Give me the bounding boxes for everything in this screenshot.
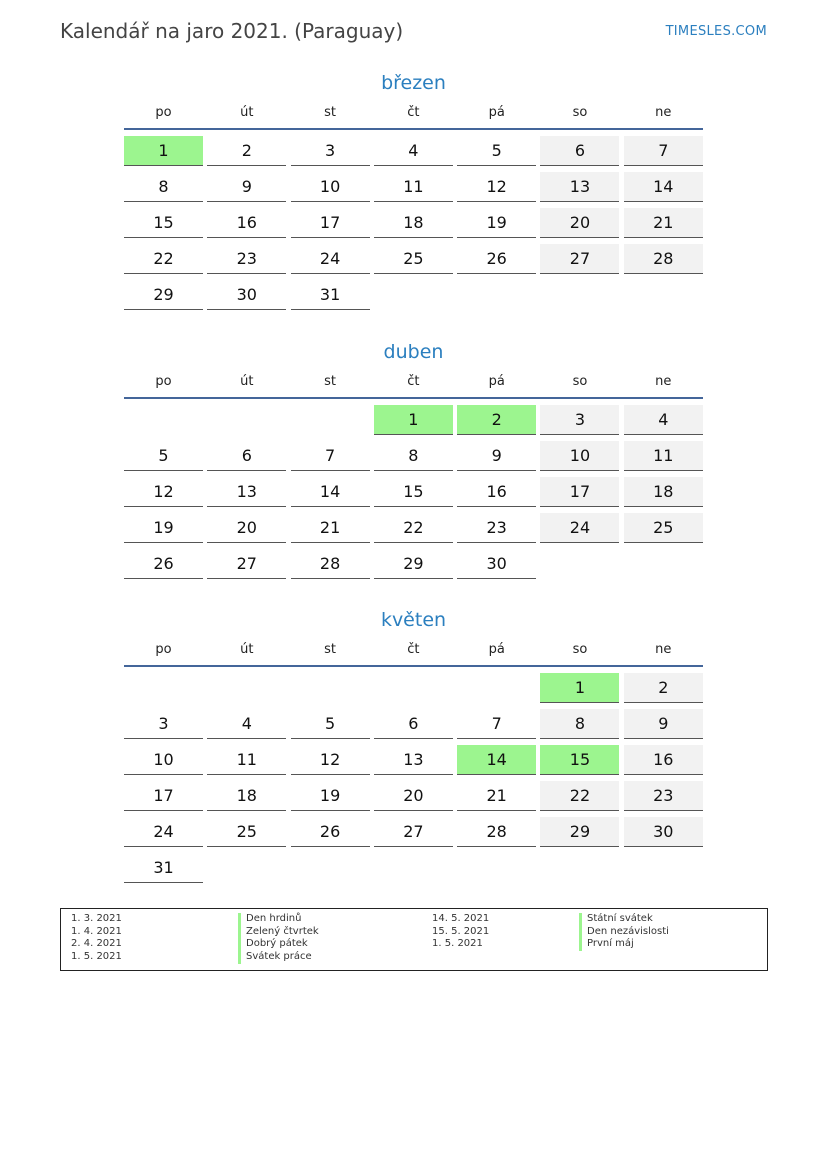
day-cell[interactable]: 18 (624, 477, 703, 507)
empty-day-cell (291, 673, 370, 703)
month-name: březen (381, 72, 446, 94)
day-cell[interactable]: 26 (124, 549, 203, 579)
page-title: Kalendář na jaro 2021. (Paraguay) (60, 19, 404, 43)
empty-day-cell (624, 853, 703, 883)
day-cell[interactable]: 2 (207, 136, 286, 166)
day-cell[interactable]: 5 (124, 441, 203, 471)
day-cell[interactable]: 12 (124, 477, 203, 507)
day-cell[interactable]: 20 (207, 513, 286, 543)
week-row (124, 671, 703, 707)
day-cell[interactable]: 6 (207, 441, 286, 471)
day-cell[interactable]: 16 (207, 208, 286, 238)
empty-day-cell (540, 549, 619, 579)
day-cell[interactable]: 9 (624, 709, 703, 739)
day-cell[interactable]: 14 (291, 477, 370, 507)
day-cell[interactable]: 9 (457, 441, 536, 471)
legend-name: Dobrý pátek (238, 938, 319, 951)
day-cell[interactable]: 5 (457, 136, 536, 166)
day-cell[interactable]: 10 (540, 441, 619, 471)
day-cell[interactable]: 7 (291, 441, 370, 471)
weekday-label: st (324, 642, 337, 657)
day-cell[interactable]: 27 (207, 549, 286, 579)
day-cell[interactable]: 30 (624, 817, 703, 847)
weekday-label: čt (407, 642, 420, 657)
day-cell[interactable]: 11 (624, 441, 703, 471)
day-cell[interactable]: 2 (624, 673, 703, 703)
day-cell[interactable]: 17 (291, 208, 370, 238)
day-cell[interactable]: 20 (540, 208, 619, 238)
week-row (124, 278, 703, 314)
weekday-header (124, 98, 703, 130)
day-cell[interactable]: 17 (124, 781, 203, 811)
day-cell[interactable]: 4 (207, 709, 286, 739)
day-cell[interactable]: 3 (124, 709, 203, 739)
week-row (124, 475, 703, 511)
day-cell[interactable]: 24 (291, 244, 370, 274)
empty-day-cell (457, 853, 536, 883)
day-cell[interactable]: 14 (457, 745, 536, 775)
day-cell[interactable]: 15 (540, 745, 619, 775)
day-cell[interactable]: 29 (540, 817, 619, 847)
month-1 (124, 337, 703, 583)
week-row (124, 206, 703, 242)
day-cell[interactable]: 17 (540, 477, 619, 507)
week-row (124, 170, 703, 206)
day-cell[interactable]: 24 (124, 817, 203, 847)
week-row (124, 511, 703, 547)
day-cell[interactable]: 13 (374, 745, 453, 775)
empty-day-cell (124, 673, 203, 703)
day-cell[interactable]: 27 (374, 817, 453, 847)
legend-names-left (238, 913, 319, 964)
empty-day-cell (124, 405, 203, 435)
week-row (124, 851, 703, 887)
empty-day-cell (207, 405, 286, 435)
day-cell[interactable]: 31 (124, 853, 203, 883)
weekday-label: po (155, 105, 172, 120)
day-cell[interactable]: 5 (291, 709, 370, 739)
day-cell[interactable]: 1 (374, 405, 453, 435)
day-cell[interactable]: 7 (457, 709, 536, 739)
weekday-label: ne (655, 374, 672, 389)
day-cell[interactable]: 22 (540, 781, 619, 811)
day-cell[interactable]: 13 (540, 172, 619, 202)
month-0 (124, 68, 703, 314)
day-cell[interactable]: 28 (291, 549, 370, 579)
day-cell[interactable]: 2 (457, 405, 536, 435)
weekday-label: pá (488, 642, 505, 657)
day-cell[interactable]: 12 (291, 745, 370, 775)
empty-day-cell (540, 853, 619, 883)
day-cell[interactable]: 22 (124, 244, 203, 274)
day-cell[interactable]: 18 (374, 208, 453, 238)
month-name: duben (383, 341, 444, 363)
day-cell[interactable]: 7 (624, 136, 703, 166)
day-cell[interactable]: 4 (624, 405, 703, 435)
day-cell[interactable]: 25 (624, 513, 703, 543)
legend-name: Zelený čtvrtek (238, 926, 319, 939)
legend-date: 1. 3. 2021 (71, 913, 122, 924)
legend-name: První máj (579, 938, 669, 951)
weekday-label: so (572, 642, 588, 657)
day-cell[interactable]: 25 (374, 244, 453, 274)
month-2 (124, 605, 703, 887)
weekday-label: út (240, 374, 254, 389)
legend-date: 1. 5. 2021 (432, 938, 483, 950)
day-cell[interactable]: 29 (124, 280, 203, 310)
day-cell[interactable]: 18 (207, 781, 286, 811)
week-row (124, 403, 703, 439)
day-cell[interactable]: 14 (624, 172, 703, 202)
weekday-label: čt (407, 374, 420, 389)
day-cell[interactable]: 3 (291, 136, 370, 166)
brand-link[interactable]: TIMESLES.COM (665, 24, 767, 39)
weekday-label: pá (488, 105, 505, 120)
empty-day-cell (540, 280, 619, 310)
day-cell[interactable]: 11 (374, 172, 453, 202)
day-cell[interactable]: 24 (540, 513, 619, 543)
day-cell[interactable]: 10 (124, 745, 203, 775)
legend-date: 14. 5. 2021 (432, 913, 490, 924)
legend-date: 1. 5. 2021 (71, 951, 122, 963)
weekday-label: út (240, 105, 254, 120)
month-name: květen (380, 609, 447, 631)
day-cell[interactable]: 1 (540, 673, 619, 703)
empty-day-cell (291, 853, 370, 883)
day-cell[interactable]: 10 (291, 172, 370, 202)
legend-date: 2. 4. 2021 (71, 938, 122, 950)
day-cell[interactable]: 19 (124, 513, 203, 543)
weekday-label: st (324, 105, 337, 120)
day-cell[interactable]: 22 (374, 513, 453, 543)
day-cell[interactable]: 6 (374, 709, 453, 739)
day-cell[interactable]: 29 (374, 549, 453, 579)
empty-day-cell (207, 673, 286, 703)
legend-names-right (579, 913, 669, 951)
day-cell[interactable]: 20 (374, 781, 453, 811)
weekday-label: st (324, 374, 337, 389)
empty-day-cell (457, 280, 536, 310)
weekday-header (124, 635, 703, 667)
legend-name: Státní svátek (579, 913, 669, 926)
weekday-label: ne (655, 642, 672, 657)
day-cell[interactable]: 23 (457, 513, 536, 543)
weekday-label: po (155, 642, 172, 657)
day-cell[interactable]: 15 (124, 208, 203, 238)
empty-day-cell (374, 673, 453, 703)
empty-day-cell (291, 405, 370, 435)
day-cell[interactable]: 30 (207, 280, 286, 310)
empty-day-cell (374, 853, 453, 883)
weekday-label: pá (488, 374, 505, 389)
day-cell[interactable]: 15 (374, 477, 453, 507)
day-cell[interactable]: 19 (291, 781, 370, 811)
day-cell[interactable]: 30 (457, 549, 536, 579)
week-row (124, 707, 703, 743)
weekday-label: so (572, 105, 588, 120)
week-row (124, 242, 703, 278)
week-row (124, 815, 703, 851)
day-cell[interactable]: 27 (540, 244, 619, 274)
holiday-legend (60, 908, 768, 971)
legend-dates-left (71, 913, 122, 964)
weekday-label: čt (407, 105, 420, 120)
weekday-label: ne (655, 105, 672, 120)
day-cell[interactable]: 16 (624, 745, 703, 775)
week-row (124, 439, 703, 475)
empty-day-cell (457, 673, 536, 703)
day-cell[interactable]: 12 (457, 172, 536, 202)
day-cell[interactable]: 4 (374, 136, 453, 166)
day-cell[interactable]: 23 (624, 781, 703, 811)
day-cell[interactable]: 3 (540, 405, 619, 435)
empty-day-cell (624, 549, 703, 579)
day-cell[interactable]: 21 (624, 208, 703, 238)
legend-dates-right (432, 913, 489, 951)
weekday-label: út (240, 642, 254, 657)
day-cell[interactable]: 23 (207, 244, 286, 274)
day-cell[interactable]: 28 (624, 244, 703, 274)
empty-day-cell (374, 280, 453, 310)
day-cell[interactable]: 6 (540, 136, 619, 166)
day-cell[interactable]: 26 (457, 244, 536, 274)
weekday-header (124, 367, 703, 399)
day-cell[interactable]: 28 (457, 817, 536, 847)
day-cell[interactable]: 26 (291, 817, 370, 847)
day-cell[interactable]: 16 (457, 477, 536, 507)
day-cell[interactable]: 1 (124, 136, 203, 166)
weekday-label: so (572, 374, 588, 389)
day-cell[interactable]: 8 (374, 441, 453, 471)
day-cell[interactable]: 19 (457, 208, 536, 238)
week-row (124, 134, 703, 170)
empty-day-cell (624, 280, 703, 310)
legend-name: Svátek práce (238, 951, 319, 964)
empty-day-cell (207, 853, 286, 883)
day-cell[interactable]: 8 (124, 172, 203, 202)
week-row (124, 743, 703, 779)
day-cell[interactable]: 11 (207, 745, 286, 775)
legend-name: Den nezávislosti (579, 926, 669, 939)
legend-name: Den hrdinů (238, 913, 319, 926)
day-cell[interactable]: 8 (540, 709, 619, 739)
day-cell[interactable]: 21 (291, 513, 370, 543)
day-cell[interactable]: 21 (457, 781, 536, 811)
week-row (124, 779, 703, 815)
legend-date: 1. 4. 2021 (71, 925, 122, 937)
day-cell[interactable]: 13 (207, 477, 286, 507)
day-cell[interactable]: 31 (291, 280, 370, 310)
weekday-label: po (155, 374, 172, 389)
week-row (124, 547, 703, 583)
legend-date: 15. 5. 2021 (432, 925, 490, 937)
day-cell[interactable]: 25 (207, 817, 286, 847)
day-cell[interactable]: 9 (207, 172, 286, 202)
